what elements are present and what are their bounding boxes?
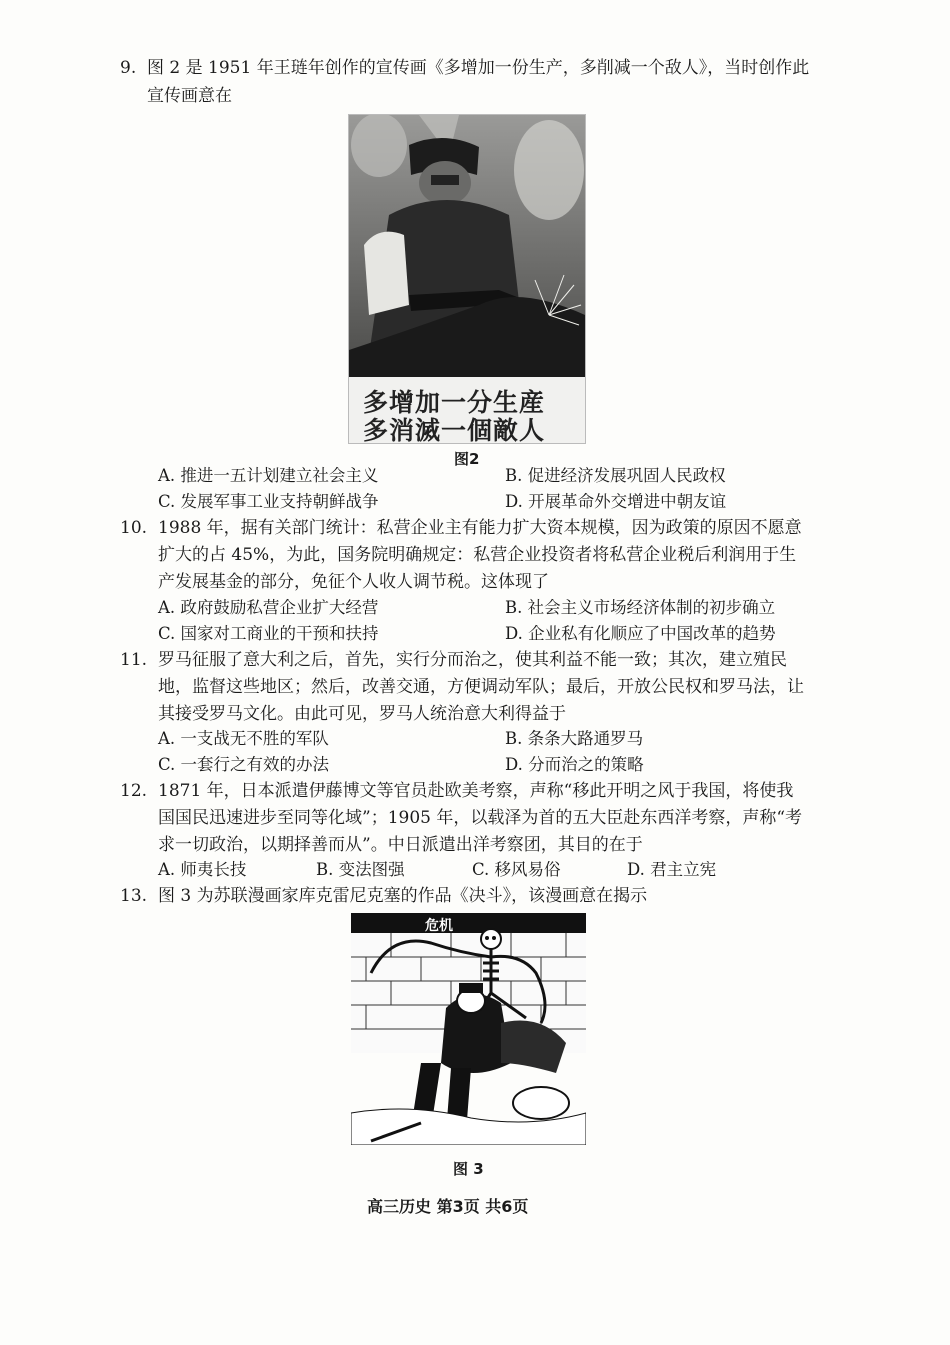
question-10-stem-line-2: 扩大的占 45%，为此，国务院明确规定：私营企业投资者将私营企业税后利润用于生: [158, 545, 797, 565]
question-10-option-d: D. 企业私有化顺应了中国改革的趋势: [505, 624, 776, 643]
question-12-number: 12.: [120, 781, 148, 801]
question-9-option-a: A. 推进一五计划建立社会主义: [158, 466, 379, 485]
question-12-stem-line-2: 国国民迅速进步至同等化域”；1905 年，以载泽为首的五大臣赴东西洋考察，声称“考: [158, 808, 803, 828]
question-11-option-d: D. 分而治之的策略: [505, 755, 644, 774]
figure-2-caption: 图2: [454, 450, 480, 468]
question-10-option-a: A. 政府鼓励私营企业扩大经营: [158, 598, 379, 617]
cartoon-illustration: [351, 913, 586, 1145]
question-11-number: 11.: [120, 650, 148, 670]
question-9-stem-line-1: 图 2 是 1951 年王琏年创作的宣传画《多增加一份生产，多削减一个敌人》，当时创作此: [147, 58, 810, 78]
page-footer: 高三历史 第3页 共6页: [367, 1197, 529, 1216]
question-12-stem-line-3: 求一切政治，以期择善而从”。中日派遣出洋考察团，其目的在于: [158, 835, 643, 855]
question-13-number: 13.: [120, 886, 148, 906]
question-12-stem-line-1: 1871 年，日本派遣伊藤博文等官员赴欧美考察，声称“移此开明之风于我国，将使我: [158, 781, 794, 801]
poster-slogan-line-2: 多消滅一個敵人: [363, 416, 546, 444]
question-11-stem-line-3: 其接受罗马文化。由此可见，罗马人统治意大利得益于: [158, 704, 566, 724]
question-12-option-c: C. 移风易俗: [472, 860, 561, 879]
question-9-number: 9.: [120, 58, 137, 78]
poster-slogan-line-1: 多增加一分生産: [363, 388, 546, 417]
question-10-stem-line-3: 产发展基金的部分，免征个人收人调节税。这体现了: [158, 572, 549, 592]
figure-3-caption: 图 3: [453, 1160, 484, 1178]
question-10-stem-line-1: 1988 年，据有关部门统计：私营企业主有能力扩大资本规模，因为政策的原因不愿意: [158, 518, 802, 538]
crisis-banner-label: 危机: [425, 918, 453, 934]
question-12-option-d: D. 君主立宪: [627, 860, 717, 879]
question-9-stem-line-2: 宣传画意在: [147, 86, 232, 106]
poster-illustration: [349, 115, 585, 377]
question-11-stem-line-2: 地，监督这些地区；然后，改善交通，方便调动军队；最后，开放公民权和罗马法，让: [158, 677, 804, 697]
question-11-option-a: A. 一支战无不胜的军队: [158, 729, 329, 748]
question-11-stem-line-1: 罗马征服了意大利之后，首先，实行分而治之，使其利益不能一致；其次，建立殖民: [158, 650, 787, 670]
question-11-option-b: B. 条条大路通罗马: [505, 729, 644, 748]
question-10-option-b: B. 社会主义市场经济体制的初步确立: [505, 598, 776, 617]
question-12-option-a: A. 师夷长技: [158, 860, 247, 879]
question-9-option-d: D. 开展革命外交增进中朝友谊: [505, 492, 727, 511]
question-10-option-c: C. 国家对工商业的干预和扶持: [158, 624, 379, 643]
duel-cartoon-figure: [351, 913, 586, 1145]
question-13-stem-line-1: 图 3 为苏联漫画家库克雷尼克塞的作品《决斗》，该漫画意在揭示: [158, 886, 648, 906]
poster-caption-band: [349, 377, 585, 443]
question-10-number: 10.: [120, 518, 148, 538]
question-12-option-b: B. 变法图强: [316, 860, 405, 879]
question-9-option-b: B. 促进经济发展巩固人民政权: [505, 466, 726, 485]
question-11-option-c: C. 一套行之有效的办法: [158, 755, 330, 774]
propaganda-poster-figure: [348, 114, 586, 444]
question-9-option-c: C. 发展军事工业支持朝鲜战争: [158, 492, 379, 511]
